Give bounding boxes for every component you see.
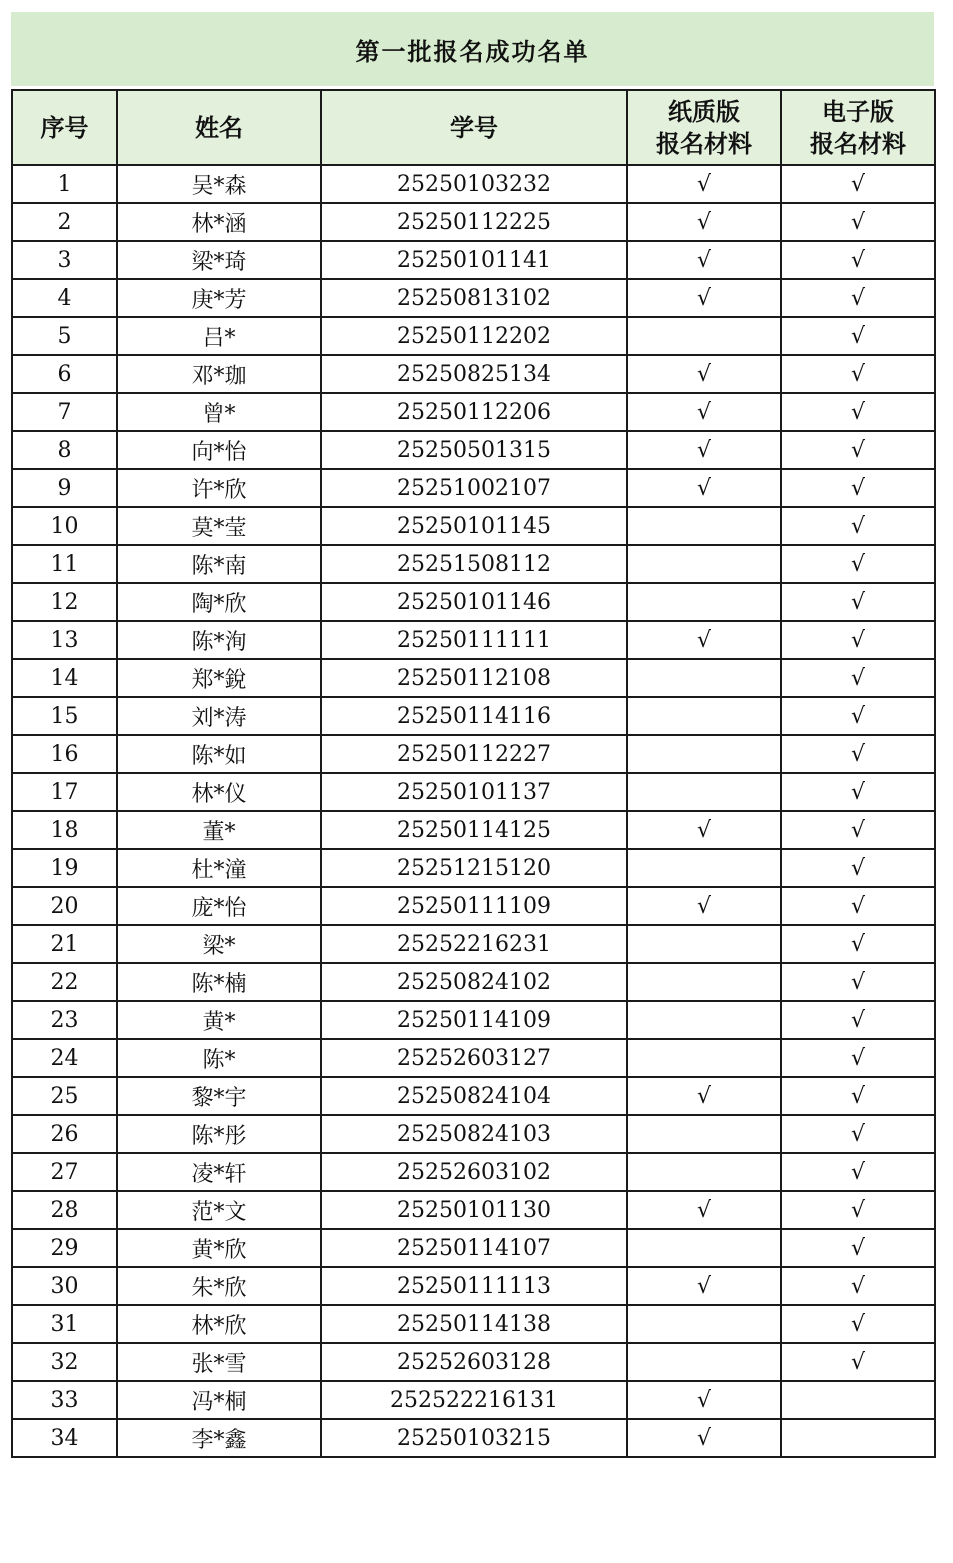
table-row bbox=[12, 659, 935, 697]
paper-check-cell: √ bbox=[627, 241, 781, 279]
student-id-cell: 25250824104 bbox=[321, 1077, 627, 1115]
paper-check-cell bbox=[627, 1305, 781, 1343]
name-cell: 陈*楠 bbox=[117, 963, 321, 1001]
paper-check-cell bbox=[627, 697, 781, 735]
name-cell: 陶*欣 bbox=[117, 583, 321, 621]
student-id-cell: 25250111111 bbox=[321, 621, 627, 659]
paper-check-cell bbox=[627, 1001, 781, 1039]
name-cell: 陈*彤 bbox=[117, 1115, 321, 1153]
name-cell: 林*涵 bbox=[117, 203, 321, 241]
paper-check-cell bbox=[627, 545, 781, 583]
digital-check-cell: √ bbox=[781, 393, 935, 431]
table-row bbox=[12, 621, 935, 659]
seq-cell: 1 bbox=[12, 165, 117, 203]
seq-cell: 3 bbox=[12, 241, 117, 279]
digital-check-cell: √ bbox=[781, 1077, 935, 1115]
header-paper-line1: 纸质版 bbox=[668, 97, 740, 126]
seq-cell: 17 bbox=[12, 773, 117, 811]
table-row bbox=[12, 811, 935, 849]
name-cell: 董* bbox=[117, 811, 321, 849]
table-row bbox=[12, 1343, 935, 1381]
sheet-title: 第一批报名成功名单 bbox=[11, 12, 934, 86]
name-cell: 黄*欣 bbox=[117, 1229, 321, 1267]
paper-check-cell: √ bbox=[627, 887, 781, 925]
digital-check-cell: √ bbox=[781, 735, 935, 773]
seq-cell: 33 bbox=[12, 1381, 117, 1419]
name-cell: 邓*珈 bbox=[117, 355, 321, 393]
table-row bbox=[12, 431, 935, 469]
name-cell: 张*雪 bbox=[117, 1343, 321, 1381]
table-row bbox=[12, 887, 935, 925]
table-row bbox=[12, 963, 935, 1001]
paper-check-cell bbox=[627, 849, 781, 887]
header-name: 姓名 bbox=[117, 90, 321, 165]
roster-sheet bbox=[11, 12, 934, 1458]
paper-check-cell: √ bbox=[627, 279, 781, 317]
digital-check-cell: √ bbox=[781, 355, 935, 393]
name-cell: 吴*森 bbox=[117, 165, 321, 203]
paper-check-cell bbox=[627, 773, 781, 811]
digital-check-cell: √ bbox=[781, 1191, 935, 1229]
digital-check-cell: √ bbox=[781, 203, 935, 241]
seq-cell: 6 bbox=[12, 355, 117, 393]
name-cell: 梁* bbox=[117, 925, 321, 963]
paper-check-cell: √ bbox=[627, 1077, 781, 1115]
student-id-cell: 25250112206 bbox=[321, 393, 627, 431]
digital-check-cell: √ bbox=[781, 507, 935, 545]
digital-check-cell: √ bbox=[781, 1229, 935, 1267]
table-row bbox=[12, 1077, 935, 1115]
paper-check-cell bbox=[627, 317, 781, 355]
paper-check-cell bbox=[627, 1343, 781, 1381]
student-id-cell: 25250103215 bbox=[321, 1419, 627, 1457]
paper-check-cell bbox=[627, 659, 781, 697]
name-cell: 李*鑫 bbox=[117, 1419, 321, 1457]
name-cell: 梁*琦 bbox=[117, 241, 321, 279]
student-id-cell: 25252216231 bbox=[321, 925, 627, 963]
header-digital-line2: 报名材料 bbox=[810, 129, 906, 158]
header-digital-line1: 电子版 bbox=[822, 97, 894, 126]
seq-cell: 18 bbox=[12, 811, 117, 849]
seq-cell: 32 bbox=[12, 1343, 117, 1381]
table-row bbox=[12, 583, 935, 621]
digital-check-cell: √ bbox=[781, 1343, 935, 1381]
student-id-cell: 25250101146 bbox=[321, 583, 627, 621]
digital-check-cell: √ bbox=[781, 165, 935, 203]
name-cell: 林*欣 bbox=[117, 1305, 321, 1343]
seq-cell: 10 bbox=[12, 507, 117, 545]
digital-check-cell: √ bbox=[781, 811, 935, 849]
header-digital-materials bbox=[781, 90, 935, 165]
seq-cell: 11 bbox=[12, 545, 117, 583]
seq-cell: 5 bbox=[12, 317, 117, 355]
paper-check-cell: √ bbox=[627, 1419, 781, 1457]
name-cell: 冯*桐 bbox=[117, 1381, 321, 1419]
student-id-cell: 25252603128 bbox=[321, 1343, 627, 1381]
name-cell: 莫*莹 bbox=[117, 507, 321, 545]
digital-check-cell: √ bbox=[781, 697, 935, 735]
table-row bbox=[12, 393, 935, 431]
paper-check-cell bbox=[627, 507, 781, 545]
table-row bbox=[12, 1381, 935, 1419]
seq-cell: 4 bbox=[12, 279, 117, 317]
roster-body bbox=[12, 165, 935, 1457]
name-cell: 刘*涛 bbox=[117, 697, 321, 735]
student-id-cell: 25250114116 bbox=[321, 697, 627, 735]
name-cell: 范*文 bbox=[117, 1191, 321, 1229]
table-row bbox=[12, 1115, 935, 1153]
header-row bbox=[12, 90, 935, 165]
table-row bbox=[12, 279, 935, 317]
table-row bbox=[12, 1267, 935, 1305]
digital-check-cell: √ bbox=[781, 963, 935, 1001]
name-cell: 曾* bbox=[117, 393, 321, 431]
table-row bbox=[12, 1153, 935, 1191]
table-row bbox=[12, 355, 935, 393]
seq-cell: 19 bbox=[12, 849, 117, 887]
paper-check-cell bbox=[627, 963, 781, 1001]
paper-check-cell bbox=[627, 583, 781, 621]
seq-cell: 21 bbox=[12, 925, 117, 963]
student-id-cell: 25250112225 bbox=[321, 203, 627, 241]
name-cell: 朱*欣 bbox=[117, 1267, 321, 1305]
digital-check-cell: √ bbox=[781, 317, 935, 355]
header-paper-line2: 报名材料 bbox=[656, 129, 752, 158]
header-paper-materials bbox=[627, 90, 781, 165]
paper-check-cell: √ bbox=[627, 393, 781, 431]
seq-cell: 7 bbox=[12, 393, 117, 431]
table-row bbox=[12, 925, 935, 963]
digital-check-cell: √ bbox=[781, 1039, 935, 1077]
seq-cell: 8 bbox=[12, 431, 117, 469]
student-id-cell: 25250114107 bbox=[321, 1229, 627, 1267]
table-row bbox=[12, 317, 935, 355]
student-id-cell: 25250813102 bbox=[321, 279, 627, 317]
digital-check-cell: √ bbox=[781, 1001, 935, 1039]
table-row bbox=[12, 1191, 935, 1229]
student-id-cell: 25250824102 bbox=[321, 963, 627, 1001]
roster-table bbox=[11, 89, 936, 1458]
name-cell: 黎*宇 bbox=[117, 1077, 321, 1115]
name-cell: 陈*南 bbox=[117, 545, 321, 583]
student-id-cell: 25251508112 bbox=[321, 545, 627, 583]
student-id-cell: 25250101141 bbox=[321, 241, 627, 279]
seq-cell: 13 bbox=[12, 621, 117, 659]
student-id-cell: 25250112108 bbox=[321, 659, 627, 697]
student-id-cell: 25252603102 bbox=[321, 1153, 627, 1191]
digital-check-cell bbox=[781, 1419, 935, 1457]
table-row bbox=[12, 1001, 935, 1039]
paper-check-cell bbox=[627, 1039, 781, 1077]
name-cell: 陈*如 bbox=[117, 735, 321, 773]
student-id-cell: 25251002107 bbox=[321, 469, 627, 507]
student-id-cell: 25250112227 bbox=[321, 735, 627, 773]
paper-check-cell: √ bbox=[627, 811, 781, 849]
student-id-cell: 25250101145 bbox=[321, 507, 627, 545]
student-id-cell: 25252603127 bbox=[321, 1039, 627, 1077]
seq-cell: 25 bbox=[12, 1077, 117, 1115]
seq-cell: 24 bbox=[12, 1039, 117, 1077]
seq-cell: 16 bbox=[12, 735, 117, 773]
paper-check-cell: √ bbox=[627, 355, 781, 393]
paper-check-cell: √ bbox=[627, 621, 781, 659]
paper-check-cell: √ bbox=[627, 1191, 781, 1229]
table-row bbox=[12, 203, 935, 241]
digital-check-cell bbox=[781, 1381, 935, 1419]
student-id-cell: 252522216131 bbox=[321, 1381, 627, 1419]
digital-check-cell: √ bbox=[781, 925, 935, 963]
seq-cell: 28 bbox=[12, 1191, 117, 1229]
digital-check-cell: √ bbox=[781, 887, 935, 925]
name-cell: 陈* bbox=[117, 1039, 321, 1077]
name-cell: 庞*怡 bbox=[117, 887, 321, 925]
digital-check-cell: √ bbox=[781, 545, 935, 583]
student-id-cell: 25250103232 bbox=[321, 165, 627, 203]
name-cell: 庚*芳 bbox=[117, 279, 321, 317]
digital-check-cell: √ bbox=[781, 469, 935, 507]
table-row bbox=[12, 1305, 935, 1343]
table-row bbox=[12, 241, 935, 279]
student-id-cell: 25250112202 bbox=[321, 317, 627, 355]
seq-cell: 9 bbox=[12, 469, 117, 507]
table-row bbox=[12, 1419, 935, 1457]
student-id-cell: 25250111109 bbox=[321, 887, 627, 925]
paper-check-cell: √ bbox=[627, 1381, 781, 1419]
digital-check-cell: √ bbox=[781, 773, 935, 811]
table-row bbox=[12, 1039, 935, 1077]
header-student-id: 学号 bbox=[321, 90, 627, 165]
table-row bbox=[12, 545, 935, 583]
digital-check-cell: √ bbox=[781, 241, 935, 279]
seq-cell: 14 bbox=[12, 659, 117, 697]
digital-check-cell: √ bbox=[781, 583, 935, 621]
seq-cell: 26 bbox=[12, 1115, 117, 1153]
seq-cell: 29 bbox=[12, 1229, 117, 1267]
digital-check-cell: √ bbox=[781, 431, 935, 469]
seq-cell: 2 bbox=[12, 203, 117, 241]
name-cell: 凌*轩 bbox=[117, 1153, 321, 1191]
paper-check-cell: √ bbox=[627, 165, 781, 203]
student-id-cell: 25250824103 bbox=[321, 1115, 627, 1153]
seq-cell: 22 bbox=[12, 963, 117, 1001]
name-cell: 黄* bbox=[117, 1001, 321, 1039]
student-id-cell: 25250114138 bbox=[321, 1305, 627, 1343]
seq-cell: 12 bbox=[12, 583, 117, 621]
name-cell: 杜*潼 bbox=[117, 849, 321, 887]
name-cell: 许*欣 bbox=[117, 469, 321, 507]
name-cell: 郑*銳 bbox=[117, 659, 321, 697]
digital-check-cell: √ bbox=[781, 279, 935, 317]
digital-check-cell: √ bbox=[781, 1305, 935, 1343]
paper-check-cell: √ bbox=[627, 469, 781, 507]
seq-cell: 34 bbox=[12, 1419, 117, 1457]
seq-cell: 15 bbox=[12, 697, 117, 735]
seq-cell: 20 bbox=[12, 887, 117, 925]
name-cell: 陈*洵 bbox=[117, 621, 321, 659]
table-row bbox=[12, 773, 935, 811]
paper-check-cell bbox=[627, 1229, 781, 1267]
digital-check-cell: √ bbox=[781, 1115, 935, 1153]
digital-check-cell: √ bbox=[781, 659, 935, 697]
paper-check-cell bbox=[627, 1115, 781, 1153]
paper-check-cell bbox=[627, 735, 781, 773]
seq-cell: 27 bbox=[12, 1153, 117, 1191]
table-row bbox=[12, 735, 935, 773]
header-seq: 序号 bbox=[12, 90, 117, 165]
student-id-cell: 25250101137 bbox=[321, 773, 627, 811]
table-row bbox=[12, 507, 935, 545]
student-id-cell: 25250101130 bbox=[321, 1191, 627, 1229]
digital-check-cell: √ bbox=[781, 621, 935, 659]
name-cell: 吕* bbox=[117, 317, 321, 355]
table-row bbox=[12, 469, 935, 507]
seq-cell: 30 bbox=[12, 1267, 117, 1305]
name-cell: 林*仪 bbox=[117, 773, 321, 811]
student-id-cell: 25250114125 bbox=[321, 811, 627, 849]
paper-check-cell: √ bbox=[627, 431, 781, 469]
digital-check-cell: √ bbox=[781, 1153, 935, 1191]
paper-check-cell bbox=[627, 1153, 781, 1191]
digital-check-cell: √ bbox=[781, 849, 935, 887]
student-id-cell: 25250111113 bbox=[321, 1267, 627, 1305]
seq-cell: 31 bbox=[12, 1305, 117, 1343]
table-row bbox=[12, 697, 935, 735]
digital-check-cell: √ bbox=[781, 1267, 935, 1305]
student-id-cell: 25250825134 bbox=[321, 355, 627, 393]
paper-check-cell: √ bbox=[627, 1267, 781, 1305]
table-row bbox=[12, 1229, 935, 1267]
paper-check-cell: √ bbox=[627, 203, 781, 241]
table-row bbox=[12, 849, 935, 887]
table-row bbox=[12, 165, 935, 203]
paper-check-cell bbox=[627, 925, 781, 963]
name-cell: 向*怡 bbox=[117, 431, 321, 469]
student-id-cell: 25250501315 bbox=[321, 431, 627, 469]
student-id-cell: 25251215120 bbox=[321, 849, 627, 887]
seq-cell: 23 bbox=[12, 1001, 117, 1039]
student-id-cell: 25250114109 bbox=[321, 1001, 627, 1039]
